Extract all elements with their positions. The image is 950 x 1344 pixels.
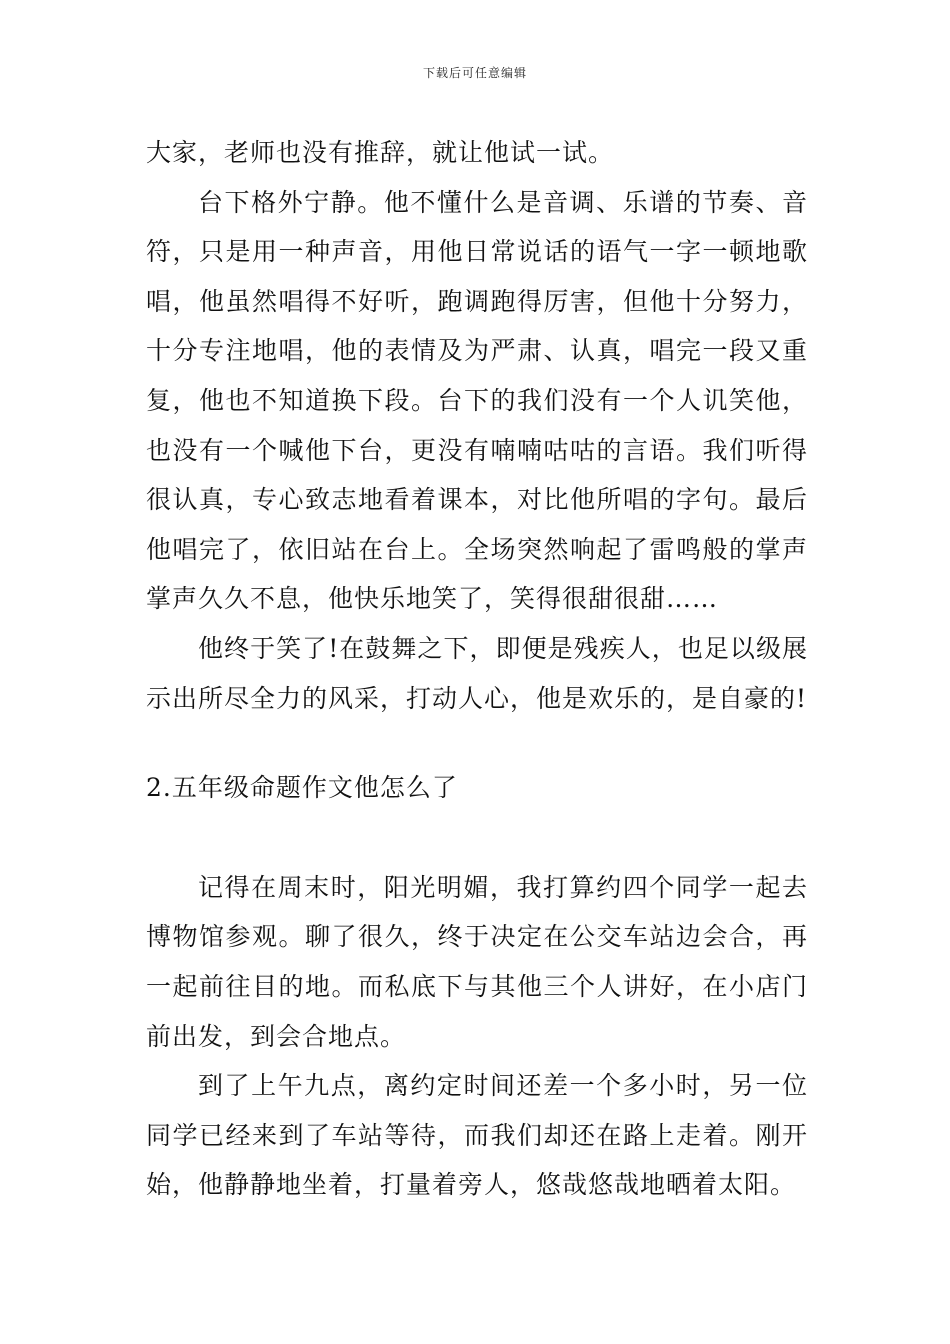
- paragraph-weekend-plan: 记得在周末时，阳光明媚，我打算约四个同学一起去博物馆参观。聊了很久，终于决定在公交车站边会合，再一起前往目的地。而私底下与其他三个人讲好，在小店门前出发，到会合地点。: [146, 872, 808, 1051]
- paragraph-conclusion: 他终于笑了!在鼓舞之下，即便是残疾人，也足以级展示出所尽全力的风采，打动人心，他是欢乐的，是自豪的!: [146, 633, 808, 713]
- page-header-note: 下载后可任意编辑: [422, 66, 527, 80]
- paragraph-continuation: 大家，老师也没有推辞，就让他试一试。: [146, 138, 615, 167]
- document-body: [146, 128, 808, 1210]
- paragraph-waiting: 到了上午九点，离约定时间还差一个多小时，另一位同学已经来到了车站等待，而我们却还在路上走着。刚开始，他静静地坐着，打量着旁人，悠哉悠哉地晒着太阳。: [146, 1071, 808, 1200]
- paragraph-singing: 台下格外宁静。他不懂什么是音调、乐谱的节奏、音符，只是用一种声音，用他日常说话的语气一字一顿地歌唱，他虽然唱得不好听，跑调跑得厉害，但他十分努力，十分专注地唱，他的表情及为严肃、认真，唱完一段又重复，他也不知道换下段。台下的我们没有一个人讥笑他，也没有一个喊他下台，更没有喃喃咕咕的言语。我们听得很认真，专心致志地看着课本，对比他所唱的字句。最后他唱完了，依旧站在台上。全场突然响起了雷鸣般的掌声掌声久久不息，他快乐地笑了，笑得很甜很甜……: [146, 187, 808, 614]
- essay-title: 2.五年级命题作文他怎么了: [146, 773, 458, 803]
